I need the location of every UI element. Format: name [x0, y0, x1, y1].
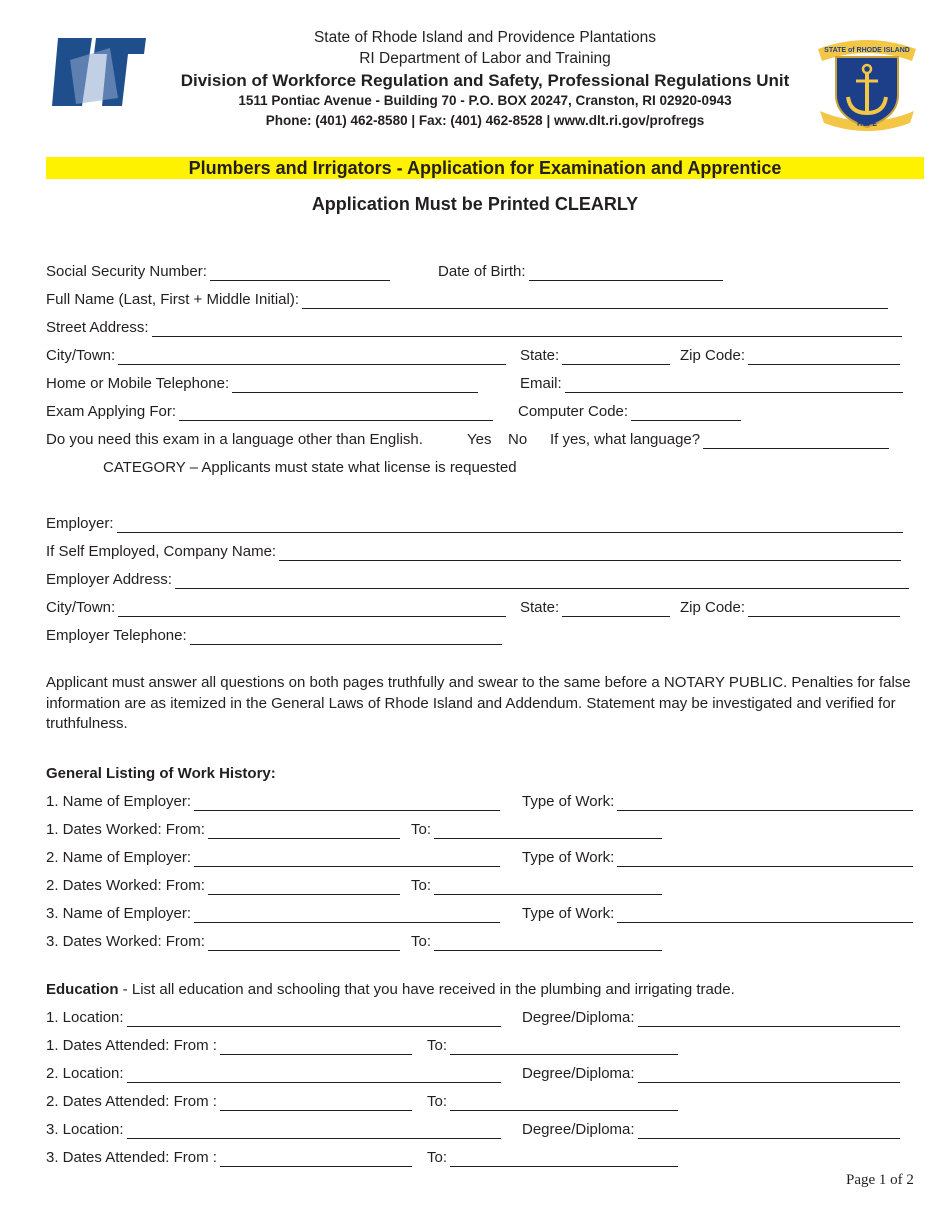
work-to-1-field[interactable] [411, 821, 662, 839]
street-address-label: Street Address: [46, 319, 149, 336]
edu-to-1-label: To: [427, 1037, 448, 1054]
city-field[interactable] [46, 347, 506, 365]
phone-label: Home or Mobile Telephone: [46, 375, 230, 392]
form-title-banner: Plumbers and Irrigators - Application for Examination and Apprentice [46, 157, 924, 179]
edu-degree-1-input-line[interactable] [638, 1012, 900, 1027]
category-note: CATEGORY – Applicants must state what license is requested [103, 459, 517, 476]
full-name-label: Full Name (Last, First + Middle Initial): [46, 291, 299, 308]
edu-location-1-field[interactable] [46, 1009, 501, 1027]
language-yes-option[interactable]: Yes [467, 431, 492, 448]
zip-input-line[interactable] [748, 350, 900, 365]
education-heading [46, 981, 735, 999]
full-name-field[interactable] [46, 291, 888, 309]
city-input-line[interactable] [118, 350, 506, 365]
employer-city-label: City/Town: [46, 599, 116, 616]
exam-field[interactable] [46, 403, 493, 421]
computer-code-input-line[interactable] [631, 406, 741, 421]
edu-to-2-field[interactable] [427, 1093, 678, 1111]
edu-location-1-input-line[interactable] [127, 1012, 501, 1027]
exam-input-line[interactable] [179, 406, 493, 421]
edu-to-1-input-line[interactable] [450, 1040, 678, 1055]
edu-from-1-field[interactable] [46, 1037, 412, 1055]
edu-degree-2-input-line[interactable] [638, 1068, 900, 1083]
email-label: Email: [520, 375, 562, 392]
edu-to-3-field[interactable] [427, 1149, 678, 1167]
work-to-2-label: To: [411, 877, 432, 894]
edu-from-3-field[interactable] [46, 1149, 412, 1167]
edu-from-2-field[interactable] [46, 1093, 412, 1111]
work-to-1-input-line[interactable] [434, 824, 662, 839]
employer-address-field[interactable] [46, 571, 909, 589]
employer-city-input-line[interactable] [118, 602, 506, 617]
work-employer-3-label: 3. Name of Employer: [46, 905, 192, 922]
employer-address-label: Employer Address: [46, 571, 172, 588]
employer-city-field[interactable] [46, 599, 506, 617]
dob-field[interactable] [438, 263, 723, 281]
edu-location-3-input-line[interactable] [127, 1124, 501, 1139]
phone-field[interactable] [46, 375, 478, 393]
form-subtitle: Application Must be Printed CLEARLY [311, 194, 639, 214]
edu-to-3-input-line[interactable] [450, 1152, 678, 1167]
work-from-3-input-line[interactable] [208, 936, 400, 951]
state-field[interactable] [520, 347, 670, 365]
work-from-1-field[interactable] [46, 821, 400, 839]
work-employer-2-input-line[interactable] [194, 852, 500, 867]
edu-to-3-label: To: [427, 1149, 448, 1166]
state-label: State: [520, 347, 560, 364]
language-no-option[interactable]: No [508, 431, 528, 448]
edu-location-1-label: 1. Location: [46, 1009, 124, 1026]
edu-from-2-label: 2. Dates Attended: From : [46, 1093, 217, 1110]
seal-text-bottom: HOPE [857, 121, 877, 128]
ssn-input-line[interactable] [210, 266, 390, 281]
work-employer-1-input-line[interactable] [194, 796, 500, 811]
employer-input-line[interactable] [117, 518, 903, 533]
header-division: Division of Workforce Regulation and Safety, Professional Regulations Unit [180, 71, 790, 90]
work-type-1-input-line[interactable] [617, 796, 913, 811]
edu-to-2-input-line[interactable] [450, 1096, 678, 1111]
work-to-2-field[interactable] [411, 877, 662, 895]
work-to-2-input-line[interactable] [434, 880, 662, 895]
company-name-field[interactable] [46, 543, 901, 561]
zip-label: Zip Code: [680, 347, 746, 364]
work-history-heading: General Listing of Work History: [46, 765, 276, 782]
work-type-3-label: Type of Work: [522, 905, 615, 922]
dob-label: Date of Birth: [438, 263, 526, 280]
city-label: City/Town: [46, 347, 116, 364]
computer-code-field[interactable] [518, 403, 741, 421]
edu-degree-3-input-line[interactable] [638, 1124, 900, 1139]
work-from-2-label: 2. Dates Worked: From: [46, 877, 205, 894]
work-from-2-field[interactable] [46, 877, 400, 895]
employer-state-field[interactable] [520, 599, 670, 617]
edu-degree-3-label: Degree/Diploma: [522, 1121, 635, 1138]
edu-degree-2-field[interactable] [522, 1065, 900, 1083]
edu-location-2-input-line[interactable] [127, 1068, 501, 1083]
work-type-3-input-line[interactable] [617, 908, 913, 923]
employer-phone-input-line[interactable] [190, 630, 502, 645]
work-employer-1-field[interactable] [46, 793, 500, 811]
ssn-field[interactable] [46, 263, 390, 281]
header-contact: Phone: (401) 462-8580 | Fax: (401) 462-8528 | www.dlt.ri.gov/profregs [265, 113, 705, 128]
employer-zip-label: Zip Code: [680, 599, 746, 616]
dlt-logo [52, 38, 148, 108]
phone-input-line[interactable] [232, 378, 478, 393]
email-field[interactable] [520, 375, 903, 393]
state-seal-icon [812, 31, 922, 137]
edu-location-2-field[interactable] [46, 1065, 501, 1083]
work-to-3-input-line[interactable] [434, 936, 662, 951]
work-employer-3-field[interactable] [46, 905, 500, 923]
work-type-2-input-line[interactable] [617, 852, 913, 867]
work-to-3-label: To: [411, 933, 432, 950]
zip-field[interactable] [680, 347, 900, 365]
language-question: Do you need this exam in a language other than English. [46, 431, 423, 448]
employer-label: Employer: [46, 515, 114, 532]
edu-from-1-input-line[interactable] [220, 1040, 412, 1055]
employer-state-label: State: [520, 599, 560, 616]
language-which-input-line[interactable] [703, 434, 889, 449]
work-employer-1-label: 1. Name of Employer: [46, 793, 192, 810]
street-address-field[interactable] [46, 319, 902, 337]
street-address-input-line[interactable] [152, 322, 902, 337]
work-type-1-label: Type of Work: [522, 793, 615, 810]
work-type-3-field[interactable] [522, 905, 913, 923]
work-to-1-label: To: [411, 821, 432, 838]
work-employer-2-label: 2. Name of Employer: [46, 849, 192, 866]
company-name-input-line[interactable] [279, 546, 901, 561]
header-address: 1511 Pontiac Avenue - Building 70 - P.O. BOX 20247, Cranston, RI 02920-0943 [238, 93, 732, 108]
language-which-field[interactable] [550, 431, 889, 449]
employer-state-input-line[interactable] [562, 602, 670, 617]
work-type-1-field[interactable] [522, 793, 913, 811]
work-to-3-field[interactable] [411, 933, 662, 951]
edu-degree-1-field[interactable] [522, 1009, 900, 1027]
edu-to-2-label: To: [427, 1093, 448, 1110]
employer-field[interactable] [46, 515, 903, 533]
edu-location-3-label: 3. Location: [46, 1121, 124, 1138]
ssn-label: Social Security Number: [46, 263, 207, 280]
edu-from-3-label: 3. Dates Attended: From : [46, 1149, 217, 1166]
education-heading-description: - List all education and schooling that you have received in the plumbing and irrigating trade. [118, 981, 735, 998]
edu-degree-2-label: Degree/Diploma: [522, 1065, 635, 1082]
work-type-2-label: Type of Work: [522, 849, 615, 866]
employer-zip-field[interactable] [680, 599, 900, 617]
company-name-label: If Self Employed, Company Name: [46, 543, 277, 560]
seal-text-top: STATE of RHODE ISLAND [824, 47, 910, 54]
dob-input-line[interactable] [529, 266, 723, 281]
notary-statement: Applicant must answer all questions on both pages truthfully and swear to the same before a NOTARY PUBLIC. Penalties for false information are as itemized in the General Laws of Rhode Island and Addendum. Statement may be investigated and verified for truthfulness. [46, 674, 911, 732]
work-employer-3-input-line[interactable] [194, 908, 500, 923]
employer-zip-input-line[interactable] [748, 602, 900, 617]
edu-from-3-input-line[interactable] [220, 1152, 412, 1167]
work-from-3-label: 3. Dates Worked: From: [46, 933, 205, 950]
exam-label: Exam Applying For: [46, 403, 177, 420]
work-from-1-input-line[interactable] [208, 824, 400, 839]
language-which-label: If yes, what language? [550, 431, 701, 448]
page-number: Page 1 of 2 [846, 1172, 914, 1188]
edu-to-1-field[interactable] [427, 1037, 678, 1055]
work-from-3-field[interactable] [46, 933, 400, 951]
edu-from-1-label: 1. Dates Attended: From : [46, 1037, 217, 1054]
edu-degree-3-field[interactable] [522, 1121, 900, 1139]
email-input-line[interactable] [565, 378, 903, 393]
employer-phone-label: Employer Telephone: [46, 627, 187, 644]
edu-degree-1-label: Degree/Diploma: [522, 1009, 635, 1026]
computer-code-label: Computer Code: [518, 403, 629, 420]
state-input-line[interactable] [562, 350, 670, 365]
work-employer-2-field[interactable] [46, 849, 500, 867]
employer-address-input-line[interactable] [175, 574, 909, 589]
header-state: State of Rhode Island and Providence Plantations [313, 29, 657, 46]
logo-text: LT [52, 38, 54, 39]
work-from-1-label: 1. Dates Worked: From: [46, 821, 205, 838]
education-heading-label: Education [46, 981, 119, 998]
header-department: RI Department of Labor and Training [359, 50, 611, 67]
work-type-2-field[interactable] [522, 849, 913, 867]
edu-from-2-input-line[interactable] [220, 1096, 412, 1111]
edu-location-2-label: 2. Location: [46, 1065, 124, 1082]
full-name-input-line[interactable] [302, 294, 888, 309]
employer-phone-field[interactable] [46, 627, 502, 645]
work-from-2-input-line[interactable] [208, 880, 400, 895]
edu-location-3-field[interactable] [46, 1121, 501, 1139]
